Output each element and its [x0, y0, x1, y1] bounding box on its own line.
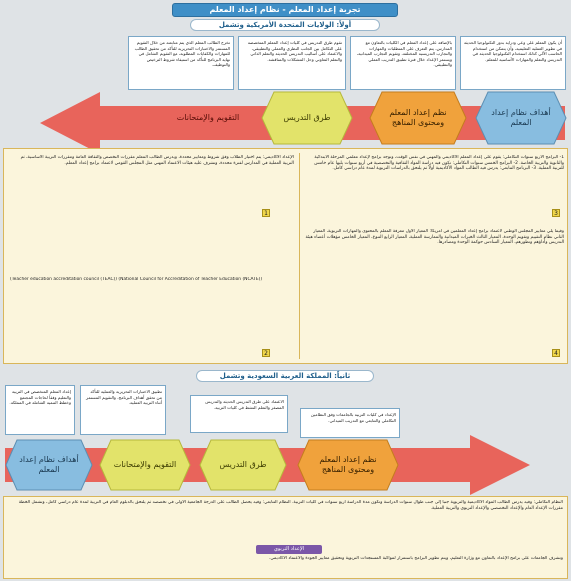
s1-eval-label: التقويم والإمتحانات: [176, 113, 240, 122]
s2-panel-tag: الإعداد التربوي: [256, 545, 322, 554]
s2-methods-label: طرق التدريس: [219, 460, 267, 469]
s1-goals-box: أن يكون المعلم على وعي ودراية بدور التكنولوجيا الحديثة في تطوير العملية التعليمية، وأن يتمكن من استخدام الحاسب الآلي كذلك استخدام التكنولوجيا الحديثة في التدريس والتعلم والمهارات الأساسية للمعلم.: [460, 36, 566, 90]
s2-system-label: نظم إعداد المعلم ومحتوى المناهج: [319, 455, 377, 474]
badge-2: 2: [262, 349, 270, 357]
s1-panel-left-text: الإعداد الأكاديمي: يتم اختيار الطلاب وفق شروط ومعايير محددة، ويدرس الطالب المعلم مقررات التخصص والثقافة العامة ومقررات التربية الأساسية، ثم التربية العملية في المدارس لفترة محددة، وتشرف عليه هيئات الاعتماد المهني مثل المجلس القومي لاعتماد برامج إعداد المعلم.: [20, 155, 294, 166]
s1-accreditation-note: (Teacher education accreditation council (TEAC)) (National Council for Accreditation of Teacher Education (NCATE)): [10, 277, 263, 282]
s1-methods-box: تقوم طرق التدريس في كليات إعداد المعلم المتخصصة على التكامل بين الجانب النظري والعملي والتطبيقي، والاعتماد على أساليب التدريس الحديثة والتعلم الذاتي والتعلم التعاوني وحل المشكلات والمناقشة.: [238, 36, 346, 90]
s1-eval-box: تخرج الطالب المعلم الذي يتم متابعته من خلال التقويم المستمر والاختبارات التحريرية للتأكد من تحقيق الطالب للمهارات والكفايات المطلوبة، مع التقويم الشامل في نهاية البرنامج للتأكد من استيفاء شروط الترخيص والتوظيف.: [128, 36, 234, 90]
s1-panel: [3, 148, 568, 364]
s1-panel-divider: [299, 153, 300, 359]
s2-goals-box: إعداد المعلم المتخصص في التربية والتعليم وفقاً لحاجات المجتمع وخطط التنمية الشاملة في المملكة.: [5, 385, 75, 435]
s2-panel-main-text: النظام التكاملي: وفيه يدرس الطالب المواد الأكاديمية والتربوية جنباً إلى جنب طوال سنوات الدراسة وتكون مدة الدراسة أربع سنوات في كليات التربية. النظام التتابعي: وفيه يحصل الطالب على الدرجة الجامعية الأولى في تخصصه ثم يلتحق بالدبلوم العام في التربية لمدة عام دراسي كامل، وتشمل الخطة مقررات الإعداد العام والإعداد التخصصي والإعداد التربوي والتربية العملية.: [18, 500, 563, 511]
s2-system-box: الإعداد في كليات التربية بالجامعات وفق النظامين التكاملي والتتابعي مع التدريب الميداني.: [300, 408, 400, 438]
s1-panel-right-text: 1- البرامج الأربع سنوات التكاملي: يقوم على إعداد المعلم الأكاديمي والمهني في نفس الوقت، وتوجد برامج لإعداد معلمي المرحلة الابتدائية والثانوية والتربية الخاصة. 2- البرامج الخمس سنوات التكاملي: تكون فيه دراسة المواد الثقافية والتخصصية في أربع سنوات يليها عام خامس للتربية العملية. 3- البرنامج التتابعي: يدرس فيه الطالب المواد الأكاديمية أولاً ثم يلتحق بالدراسات التربوية لمدة عام دراسي كامل.: [314, 155, 564, 172]
s2-panel-tail-text: وتشرف الجامعات على برامج الإعداد بالتعاون مع وزارة التعليم، ويتم تطوير البرامج باستمرار لمواكبة المستجدات التربوية وتحقيق معايير الجودة والاعتماد الأكاديمي.: [269, 556, 563, 561]
section1-heading: أولاً: الولايات المتحدة الأمريكية وتشمل: [190, 19, 380, 31]
s1-methods-label: طرق التدريس: [283, 113, 331, 122]
s2-panel: [3, 496, 568, 579]
badge-1: 1: [262, 209, 270, 217]
badge-3: 3: [552, 209, 560, 217]
s1-panel-bottom-text: وفيما يلي معايير المجلس الوطني لاعتماد برامج إعداد المعلمين في أمريكا: المعيار الأول معرفة المعلم بالمحتوى والمهارات التربوية، المعيار الثاني نظام التقييم وتقويم الوحدة، المعيار الثالث الخبرات الميدانية والممارسة العملية، المعيار الرابع التنوع، المعيار الخامس مؤهلات أعضاء هيئة التدريس وأداؤهم وتطورهم، المعيار السادس حوكمة الوحدة ومصادرها.: [305, 229, 564, 246]
section2-heading: ثانياً: المملكة العربية السعودية وتشمل: [196, 370, 374, 382]
s2-goals-label: أهداف نظام إعداد المعلم: [19, 455, 79, 474]
s1-system-label: نظم إعداد المعلم ومحتوى المناهج: [389, 108, 447, 127]
badge-4: 4: [552, 349, 560, 357]
s1-system-box: بالإضافة على إعداد المعلم في الكليات بالتعاون مع المدارس، يتم التعرف على المتطلبات والمهارات والتجارب التدريسية المختلفة، وتقويم التجارب الميدانية، ويستمر الإعداد خلال فترة تطبيق التدريب العملي والتطبيقي.: [350, 36, 456, 90]
s2-eval-label: التقويم والإمتحانات: [113, 460, 177, 469]
s2-methods-box: الاعتماد على طرق التدريس الحديثة والتدريس المصغر والتعلم النشط في كليات التربية.: [190, 395, 288, 433]
s2-eval-box: تطبيق الاختبارات التحريرية والعملية للتأكد من تحقق أهداف البرنامج، والتقويم المستمر أثناء التربية العملية.: [80, 385, 166, 435]
page-title: تجربة إعداد المعلم - نظام إعداد المعلم: [172, 3, 398, 17]
s1-goals-label: أهداف نظام إعداد المعلم: [491, 108, 551, 127]
